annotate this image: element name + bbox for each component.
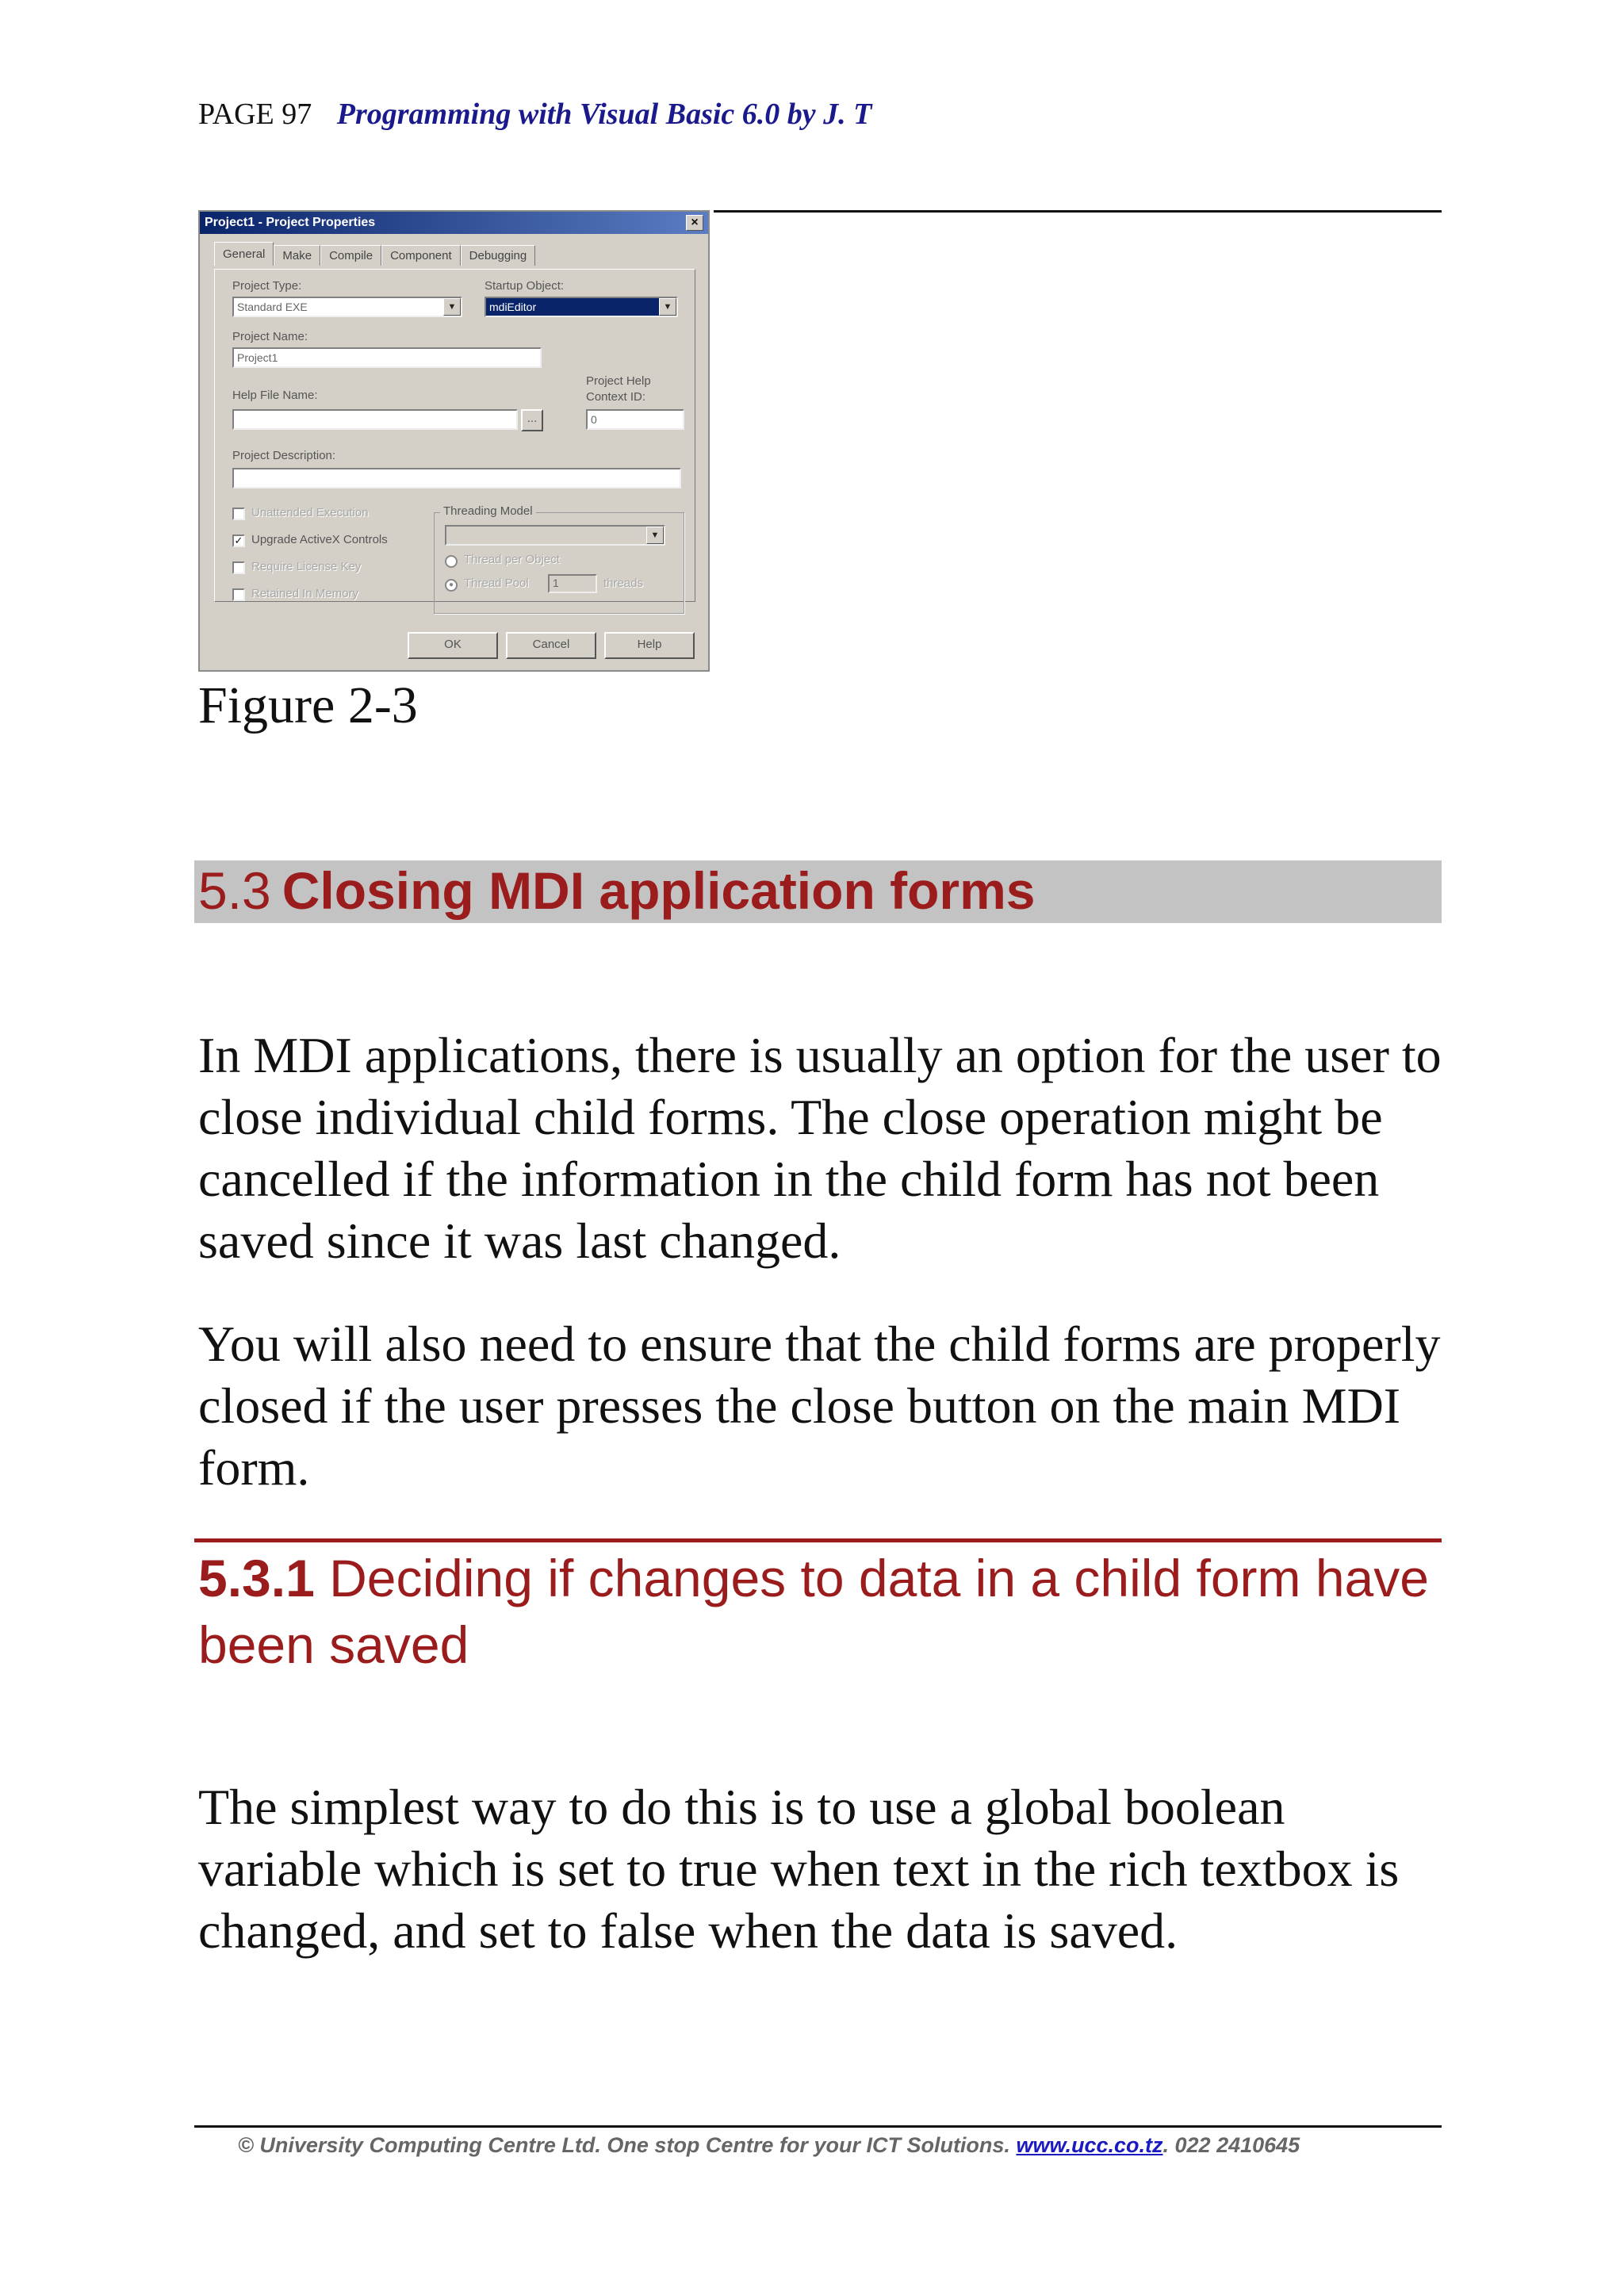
license-key-checkbox[interactable] [232, 561, 245, 574]
project-type-select[interactable] [232, 297, 462, 317]
page-number: PAGE 97 [198, 98, 312, 131]
section-heading [198, 861, 1035, 920]
thread-pool-radio[interactable]: ● [445, 579, 458, 592]
help-context-label-2: Context ID: [586, 390, 646, 404]
section-number: 5.3 [198, 861, 271, 920]
retained-memory-checkbox[interactable] [232, 588, 245, 601]
paragraph-3: The simplest way to do this is to use a global boolean variable which is set to true when text in the rich textbox is changed, and set to false when the data is saved. [198, 1779, 1400, 1959]
thread-pool-label: Thread Pool [464, 577, 529, 590]
subsection-heading [198, 1545, 1451, 1678]
help-file-input[interactable] [232, 409, 518, 430]
thread-per-object-radio[interactable] [445, 555, 458, 568]
chevron-down-icon[interactable]: ▼ [659, 298, 676, 316]
help-button[interactable]: Help [604, 632, 695, 659]
tab-compile[interactable]: Compile [320, 245, 381, 266]
threading-select[interactable] [445, 525, 665, 546]
chevron-down-icon[interactable]: ▼ [443, 298, 461, 316]
footer-link[interactable]: www.ucc.co.tz [1016, 2133, 1163, 2157]
project-name-label: Project Name: [232, 330, 308, 343]
cancel-button[interactable]: Cancel [506, 632, 596, 659]
footer-text: © University Computing Centre Ltd. One stop Centre for your ICT Solutions. [238, 2133, 1010, 2157]
project-name-input[interactable]: Project1 [232, 347, 542, 368]
tab-debugging[interactable]: Debugging [461, 245, 536, 266]
book-title: Programming with Visual Basic 6.0 by J. T [336, 98, 872, 131]
subsection-rule [194, 1538, 1442, 1542]
paragraph-2: You will also need to ensure that the child forms are properly closed if the user presses the close button on the main MDI form. [198, 1316, 1441, 1496]
startup-object-label: Startup Object: [485, 279, 565, 293]
license-key-label: Require License Key [251, 560, 362, 573]
general-panel [214, 269, 695, 602]
project-properties-dialog [198, 210, 710, 672]
thread-per-object-label: Thread per Object [464, 553, 560, 566]
dialog-title-bar [200, 212, 708, 234]
dialog-title: Project1 - Project Properties [205, 216, 376, 229]
help-context-label-1: Project Help [586, 374, 651, 388]
unattended-checkbox[interactable] [232, 508, 245, 520]
project-type-label: Project Type: [232, 279, 302, 293]
chevron-down-icon[interactable]: ▼ [646, 527, 664, 544]
ok-button[interactable]: OK [408, 632, 498, 659]
description-label: Project Description: [232, 449, 336, 462]
threads-label: threads [603, 577, 644, 590]
upgrade-activex-label: Upgrade ActiveX Controls [251, 533, 388, 546]
unattended-label: Unattended Execution [251, 506, 369, 519]
browse-button[interactable]: ... [521, 409, 543, 431]
footer-phone: . 022 2410645 [1162, 2133, 1300, 2157]
thread-pool-input[interactable]: 1 [548, 574, 597, 593]
upgrade-activex-checkbox[interactable]: ✓ [232, 534, 245, 547]
startup-object-select[interactable] [485, 297, 678, 317]
description-input[interactable] [232, 468, 681, 489]
tab-general[interactable]: General [214, 242, 274, 266]
section-title: Closing MDI application forms [282, 861, 1036, 920]
figure-caption: Figure 2-3 [198, 676, 418, 734]
paragraph-1: In MDI applications, there is usually an option for the user to close individual child forms. The close operation might be cancelled if the information in the child form has not been saved since it was last changed. [198, 1027, 1442, 1269]
subsection-title: Deciding if changes to data in a child form have been saved [198, 1549, 1429, 1674]
help-context-input[interactable]: 0 [586, 409, 684, 430]
footer-rule [194, 2125, 1442, 2128]
retained-memory-label: Retained In Memory [251, 587, 359, 600]
dialog-tabs [214, 245, 535, 266]
tab-make[interactable]: Make [274, 245, 320, 266]
subsection-number: 5.3.1 [198, 1549, 315, 1607]
project-type-value: Standard EXE [237, 301, 308, 313]
top-rule [714, 210, 1442, 213]
threading-label: Threading Model [440, 504, 536, 518]
page-header [198, 97, 871, 132]
tab-component[interactable]: Component [381, 245, 461, 266]
help-file-label: Help File Name: [232, 389, 318, 402]
page-footer [238, 2133, 1300, 2158]
startup-object-value: mdiEditor [489, 301, 537, 313]
close-icon[interactable]: × [686, 215, 703, 231]
